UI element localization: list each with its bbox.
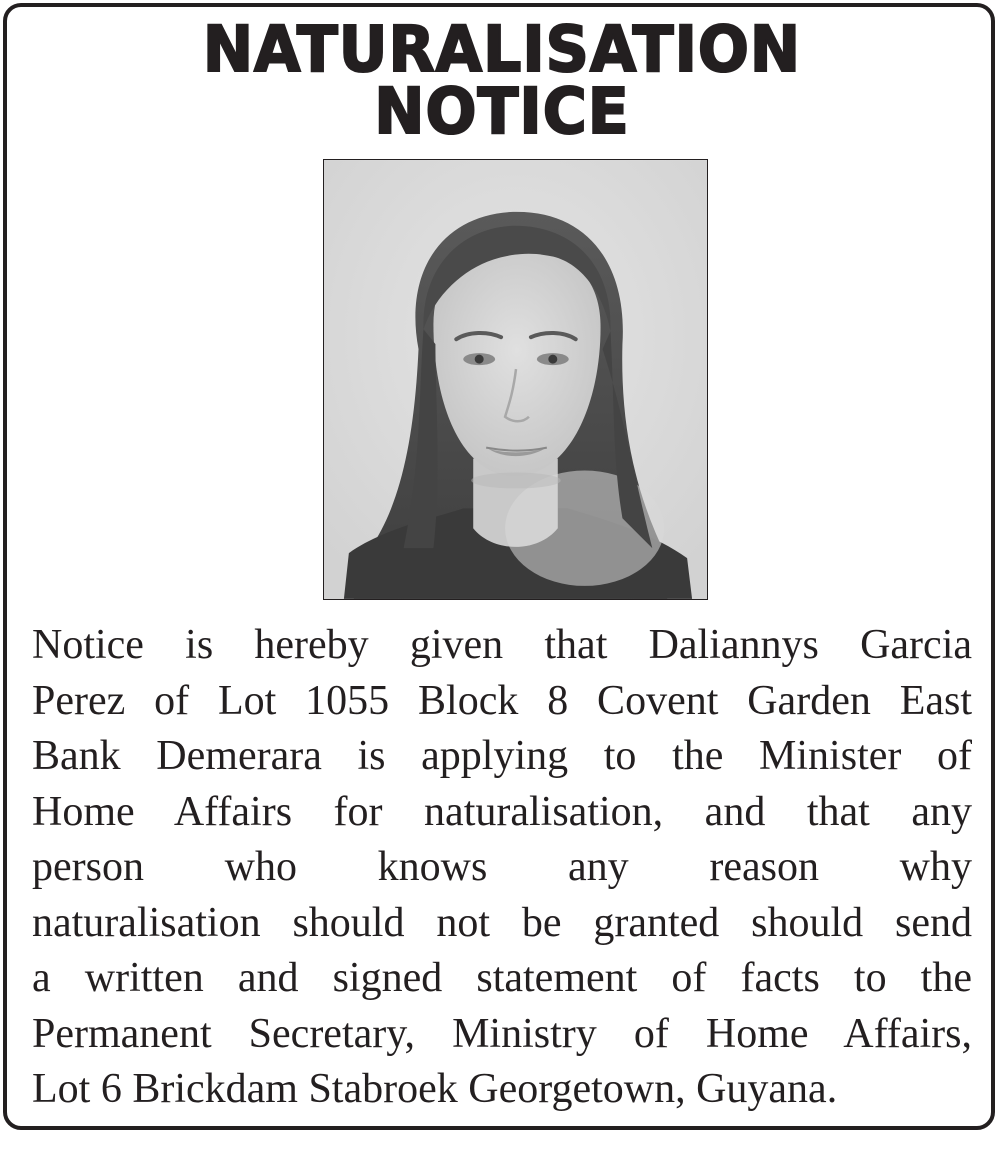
notice-title-line2: NOTICE: [374, 75, 630, 149]
body-line: Lot 6 Brickdam Stabroek Georgetown, Guyana.: [32, 1066, 838, 1112]
body-line: Bank Demerara is applying to the Minister of: [32, 733, 972, 779]
body-line: a written and signed statement of facts to the: [32, 955, 972, 1001]
body-line: Perez of Lot 1055 Block 8 Covent Garden East: [32, 677, 972, 724]
notice-title-line1: NATURALISATION: [202, 13, 802, 87]
body-line: naturalisation should not be granted should send: [32, 899, 972, 946]
body-line: Permanent Secretary, Ministry of Home Affairs,: [32, 1010, 972, 1057]
body-line: Home Affairs for naturalisation, and that any: [32, 788, 972, 835]
notice-body: [32, 618, 972, 1118]
applicant-photo: [323, 159, 708, 600]
portrait-illustration: [324, 160, 707, 599]
body-line: Notice is hereby given that Daliannys Garcia: [32, 622, 972, 668]
body-line: person who knows any reason why: [32, 844, 972, 890]
